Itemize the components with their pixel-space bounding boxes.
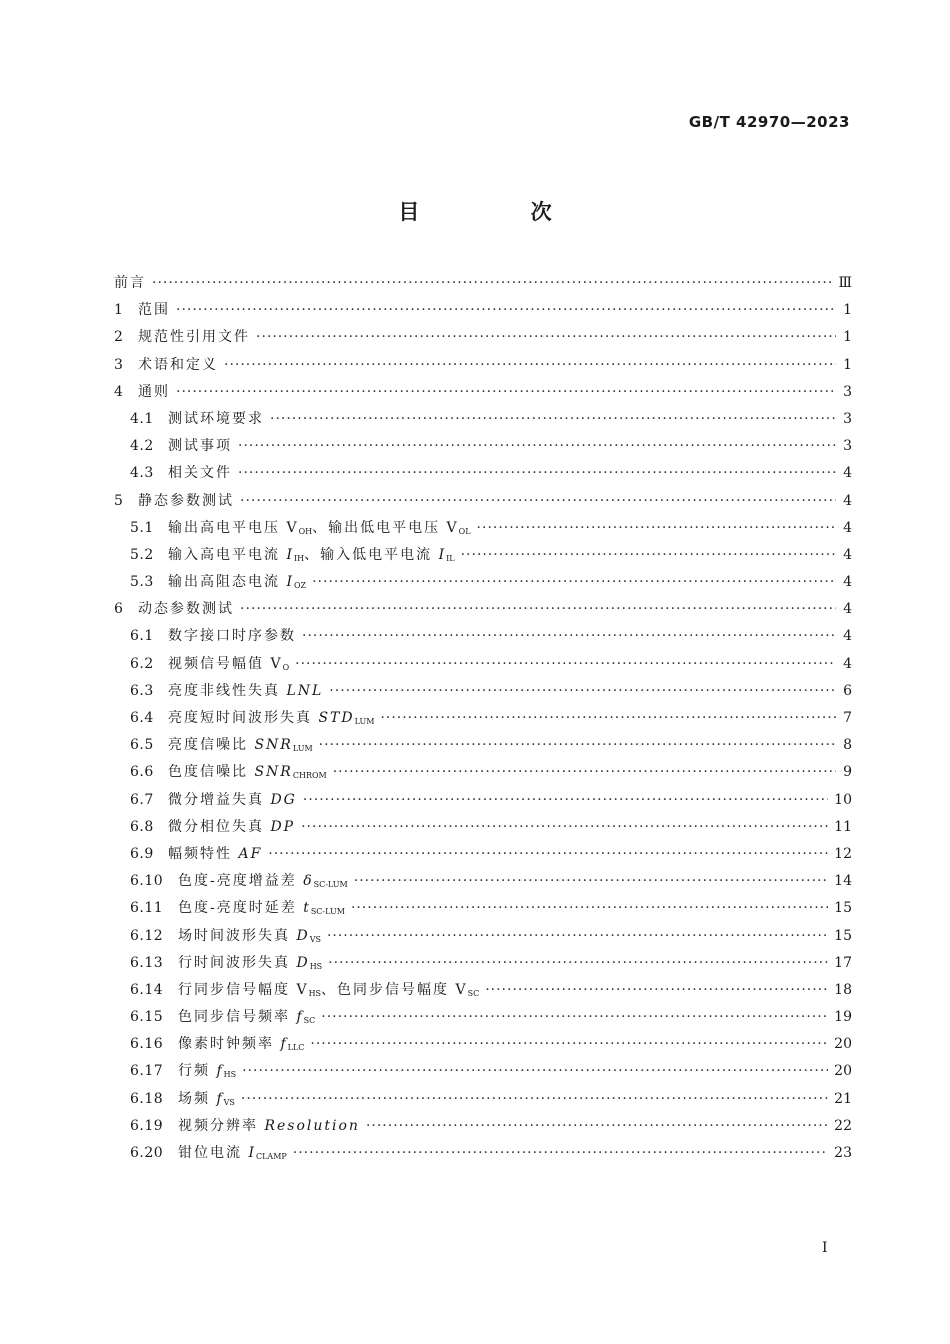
toc-entry-number: 6.17 bbox=[130, 1063, 164, 1080]
toc-entry[interactable] bbox=[114, 1142, 852, 1169]
toc-entry-number: 6.1 bbox=[130, 628, 154, 645]
toc-entry-number: 6.14 bbox=[130, 981, 164, 998]
toc-entry-title: 输入高电平电流 $I_{IH}$、输入低电平电流 $I_{IL}$ bbox=[168, 546, 455, 563]
toc-entry[interactable] bbox=[114, 1060, 852, 1087]
toc-entry-title: 场时间波形失真 $D_{VS}$ bbox=[178, 927, 321, 944]
toc-entry[interactable] bbox=[114, 1006, 852, 1033]
toc-entry-title: 微分增益失真 DG bbox=[168, 791, 297, 808]
toc-entry-page: 11 bbox=[834, 818, 852, 835]
toc-entry[interactable] bbox=[114, 490, 852, 517]
standard-code: GB/T 42970—2023 bbox=[688, 113, 850, 131]
toc-leader-dots bbox=[242, 1063, 828, 1079]
toc-entry[interactable] bbox=[114, 272, 852, 299]
toc-entry[interactable] bbox=[114, 299, 852, 326]
toc-entry[interactable] bbox=[114, 381, 852, 408]
toc-entry-title: 通则 bbox=[138, 383, 170, 400]
page-number: Ⅰ bbox=[822, 1240, 828, 1256]
toc-entry-number: 6.5 bbox=[130, 737, 154, 754]
toc-entry[interactable] bbox=[114, 354, 852, 381]
toc-entry-number: 6.13 bbox=[130, 954, 164, 971]
toc-entry-title: 色度-亮度增益差 $\delta_{SC-LUM}$ bbox=[178, 873, 348, 890]
toc-entry-number: 6.8 bbox=[130, 818, 154, 835]
toc-entry-title: 范围 bbox=[138, 302, 170, 319]
toc-leader-dots bbox=[312, 574, 836, 590]
toc-entry-page: 18 bbox=[834, 981, 852, 998]
toc-entry[interactable] bbox=[114, 897, 852, 924]
toc-entry-page: 3 bbox=[843, 383, 852, 400]
toc-entry-page: 1 bbox=[843, 356, 852, 373]
toc-entry-page: 4 bbox=[843, 546, 852, 563]
toc-leader-dots bbox=[241, 1091, 828, 1107]
toc-leader-dots bbox=[354, 873, 828, 889]
toc-leader-dots bbox=[319, 737, 836, 753]
toc-entry[interactable] bbox=[114, 653, 852, 680]
table-of-contents bbox=[114, 272, 852, 1169]
toc-entry-number: 5.1 bbox=[130, 519, 154, 536]
toc-entry-title: 数字接口时序参数 bbox=[168, 628, 296, 645]
toc-entry-title: 静态参数测试 bbox=[138, 492, 234, 509]
toc-entry-number: 4.2 bbox=[130, 438, 154, 455]
toc-entry[interactable] bbox=[114, 925, 852, 952]
toc-entry[interactable] bbox=[114, 408, 852, 435]
toc-entry-number: 5.2 bbox=[130, 546, 154, 563]
toc-entry[interactable] bbox=[114, 870, 852, 897]
toc-entry-page: 4 bbox=[843, 655, 852, 672]
toc-entry-page: 9 bbox=[843, 764, 852, 781]
toc-entry[interactable] bbox=[114, 544, 852, 571]
toc-entry[interactable] bbox=[114, 1033, 852, 1060]
toc-entry-page: 17 bbox=[834, 954, 852, 971]
toc-entry-title: 微分相位失真 DP bbox=[168, 818, 296, 835]
toc-entry-page: 4 bbox=[843, 519, 852, 536]
toc-entry-page: 3 bbox=[843, 438, 852, 455]
toc-entry-title: 行频 $f_{HS}$ bbox=[178, 1063, 237, 1080]
toc-entry-title: 像素时钟频率 $f_{LLC}$ bbox=[178, 1036, 305, 1053]
toc-entry-page: 7 bbox=[843, 710, 852, 726]
toc-entry-title: 视频分辨率 Resolution bbox=[178, 1117, 360, 1134]
toc-entry-title: 钳位电流 $I_{CLAMP}$ bbox=[178, 1145, 287, 1161]
toc-entry-title: 输出高阻态电流 $I_{OZ}$ bbox=[168, 574, 307, 591]
toc-entry-page: 1 bbox=[843, 302, 852, 319]
toc-entry-number: 6.12 bbox=[130, 927, 164, 944]
toc-leader-dots bbox=[310, 1036, 828, 1052]
toc-entry-number: 5 bbox=[114, 492, 123, 509]
toc-entry-title: 动态参数测试 bbox=[138, 601, 234, 618]
toc-entry-page: 3 bbox=[843, 410, 852, 427]
toc-entry[interactable] bbox=[114, 789, 852, 816]
toc-entry-number: 6.20 bbox=[130, 1145, 164, 1161]
toc-entry-page: 4 bbox=[843, 601, 852, 618]
toc-entry-page: 14 bbox=[834, 873, 852, 890]
toc-entry-number: 6.19 bbox=[130, 1117, 164, 1134]
toc-entry[interactable] bbox=[114, 517, 852, 544]
toc-entry-number: 4.3 bbox=[130, 465, 154, 482]
toc-leader-dots bbox=[152, 275, 832, 291]
toc-entry[interactable] bbox=[114, 598, 852, 625]
toc-entry-page: 15 bbox=[834, 900, 852, 917]
toc-leader-dots bbox=[351, 900, 828, 916]
toc-entry-title: 相关文件 bbox=[168, 465, 232, 482]
toc-entry[interactable] bbox=[114, 843, 852, 870]
toc-leader-dots bbox=[380, 710, 836, 726]
toc-entry[interactable] bbox=[114, 761, 852, 788]
toc-leader-dots bbox=[240, 601, 836, 617]
toc-entry-page: 22 bbox=[834, 1117, 852, 1134]
toc-entry-number: 6.2 bbox=[130, 655, 154, 672]
toc-leader-dots bbox=[321, 1009, 828, 1025]
toc-entry-number: 6.15 bbox=[130, 1009, 164, 1026]
toc-leader-dots bbox=[240, 493, 836, 509]
toc-entry-page: 4 bbox=[843, 628, 852, 645]
toc-leader-dots bbox=[366, 1118, 828, 1134]
toc-entry-title: 场频 $f_{VS}$ bbox=[178, 1090, 235, 1107]
toc-title: 目 次 bbox=[398, 200, 604, 224]
toc-entry-number: 6.7 bbox=[130, 791, 154, 808]
toc-entry-number: 5.3 bbox=[130, 574, 154, 591]
toc-entry-page: 6 bbox=[843, 682, 852, 699]
toc-entry-title: 亮度短时间波形失真 $STD_{LUM}$ bbox=[168, 710, 375, 726]
toc-entry-number: 6.10 bbox=[130, 873, 164, 890]
toc-leader-dots bbox=[176, 302, 836, 318]
toc-leader-dots bbox=[329, 683, 836, 699]
toc-entry-number: 6.4 bbox=[130, 710, 154, 726]
toc-entry-page: 15 bbox=[834, 927, 852, 944]
toc-entry-page: 19 bbox=[834, 1009, 852, 1026]
toc-entry-title: 输出高电平电压 $V_{OH}$、输出低电平电压 $V_{OL}$ bbox=[168, 519, 471, 536]
toc-entry-page: 1 bbox=[843, 329, 852, 346]
toc-entry-title: 亮度非线性失真 LNL bbox=[168, 682, 324, 699]
toc-entry[interactable] bbox=[114, 571, 852, 598]
toc-leader-dots bbox=[238, 465, 836, 481]
toc-entry-page: 4 bbox=[843, 492, 852, 509]
toc-entry-title: 术语和定义 bbox=[138, 356, 218, 373]
toc-leader-dots bbox=[268, 846, 828, 862]
toc-entry-page: 4 bbox=[843, 465, 852, 482]
toc-entry-page: 20 bbox=[834, 1063, 852, 1080]
toc-entry-title: 色同步信号频率 $f_{SC}$ bbox=[178, 1009, 316, 1026]
toc-entry-title: 视频信号幅值 $V_O$ bbox=[168, 655, 290, 672]
toc-leader-dots bbox=[293, 1145, 828, 1161]
toc-leader-dots bbox=[477, 520, 836, 536]
toc-entry-title: 前言 bbox=[114, 275, 146, 291]
toc-entry-page: 4 bbox=[843, 574, 852, 591]
toc-entry-title: 色度-亮度时延差 $t_{SC-LUM}$ bbox=[178, 900, 345, 917]
toc-entry-number: 6.9 bbox=[130, 845, 154, 862]
toc-entry-page: 12 bbox=[834, 845, 852, 862]
toc-leader-dots bbox=[238, 438, 836, 454]
toc-leader-dots bbox=[303, 792, 828, 808]
toc-entry-number: 1 bbox=[114, 302, 123, 319]
toc-entry-number: 4 bbox=[114, 383, 123, 400]
toc-leader-dots bbox=[301, 819, 828, 835]
toc-entry-number: 3 bbox=[114, 356, 123, 373]
toc-entry[interactable] bbox=[114, 435, 852, 462]
toc-entry[interactable] bbox=[114, 816, 852, 843]
toc-entry[interactable] bbox=[114, 1115, 852, 1142]
toc-leader-dots bbox=[302, 628, 836, 644]
toc-entry-page: 23 bbox=[834, 1145, 852, 1161]
toc-entry-title: 规范性引用文件 bbox=[138, 329, 250, 346]
toc-entry[interactable] bbox=[114, 462, 852, 489]
toc-entry[interactable] bbox=[114, 952, 852, 979]
toc-entry[interactable] bbox=[114, 680, 852, 707]
toc-entry-title: 亮度信噪比 $SNR_{LUM}$ bbox=[168, 737, 313, 754]
toc-entry[interactable] bbox=[114, 625, 852, 652]
toc-entry-title: 行时间波形失真 $D_{HS}$ bbox=[178, 954, 323, 971]
toc-entry[interactable] bbox=[114, 707, 852, 734]
toc-entry-number: 6.6 bbox=[130, 764, 154, 781]
toc-entry[interactable] bbox=[114, 1088, 852, 1115]
toc-entry-number: 4.1 bbox=[130, 410, 154, 427]
toc-entry-title: 行同步信号幅度 $V_{HS}$、色同步信号幅度 $V_{SC}$ bbox=[178, 981, 480, 998]
toc-entry-number: 6.11 bbox=[130, 900, 164, 917]
toc-entry-page: 21 bbox=[834, 1090, 852, 1107]
toc-entry[interactable] bbox=[114, 326, 852, 353]
toc-entry-number: 6 bbox=[114, 601, 123, 618]
toc-leader-dots bbox=[256, 329, 836, 345]
toc-entry-title: 测试事项 bbox=[168, 438, 232, 455]
toc-entry-page: 8 bbox=[843, 737, 852, 754]
toc-leader-dots bbox=[333, 764, 836, 780]
toc-entry-number: 6.3 bbox=[130, 682, 154, 699]
toc-leader-dots bbox=[327, 928, 828, 944]
toc-leader-dots bbox=[270, 411, 836, 427]
toc-leader-dots bbox=[224, 357, 836, 373]
toc-entry-number: 6.18 bbox=[130, 1090, 164, 1107]
toc-leader-dots bbox=[176, 384, 836, 400]
toc-entry-title: 测试环境要求 bbox=[168, 410, 264, 427]
toc-entry-title: 幅频特性 AF bbox=[168, 845, 263, 862]
toc-leader-dots bbox=[295, 656, 836, 672]
toc-leader-dots bbox=[461, 547, 836, 563]
toc-entry[interactable] bbox=[114, 734, 852, 761]
toc-entry-page: 20 bbox=[834, 1036, 852, 1053]
toc-entry-page: Ⅲ bbox=[838, 275, 852, 291]
toc-leader-dots bbox=[328, 955, 828, 971]
toc-entry-number: 2 bbox=[114, 329, 123, 346]
toc-leader-dots bbox=[485, 982, 828, 998]
toc-entry-number: 6.16 bbox=[130, 1036, 164, 1053]
toc-entry-title: 色度信噪比 $SNR_{CHROM}$ bbox=[168, 764, 327, 781]
toc-entry[interactable] bbox=[114, 979, 852, 1006]
toc-entry-page: 10 bbox=[834, 791, 852, 808]
